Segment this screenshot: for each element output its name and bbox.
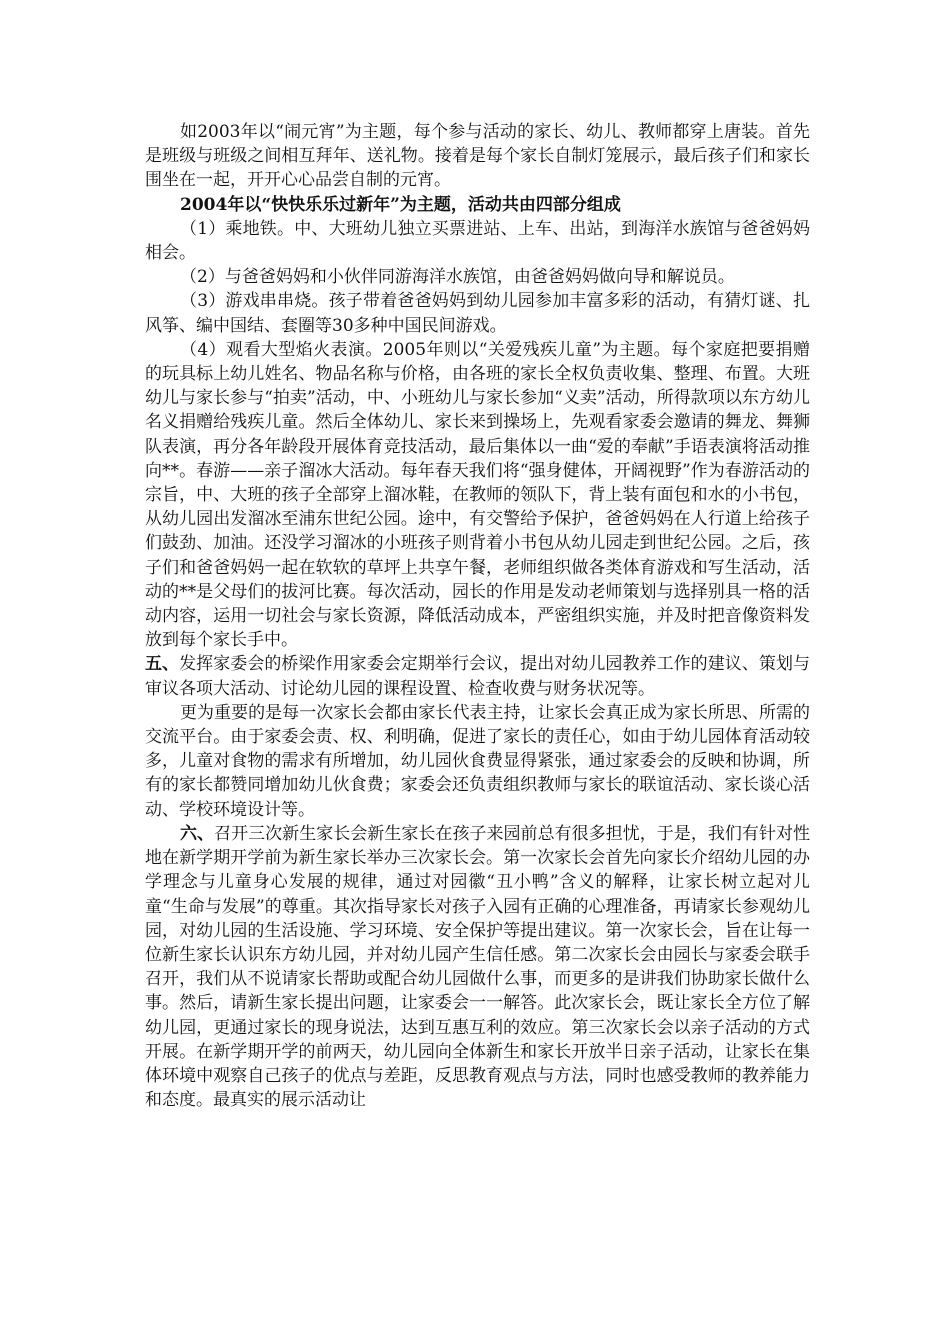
paragraph-item-4: （4）观看大型焰火表演。2005年则以“关爱残疾儿童”为主题。每个家庭把要捐赠的玩具标上幼儿姓名、物品名称与价格，由各班的家长全权负责收集、整理、布置。大班幼儿与家长参与“拍卖”活动，中、小班幼儿与家长参加“义卖”活动，所得款项以东方幼儿名义捐赠给残疾儿童。然后全体幼儿、家长来到操场上，先观看家委会邀请的舞龙、舞狮队表演，再分各年龄段开展体育竞技活动，最后集体以一曲“爱的奉献”手语表演将活动推向**。春游——亲子溜冰大活动。每年春天我们将“强身健体，开阔视野”作为春游活动的宗旨，中、大班的孩子全部穿上溜冰鞋，在教师的领队下，背上装有面包和水的小书包，从幼儿园出发溜冰至浦东世纪公园。途中，有交警给予保护，爸爸妈妈在人行道上给孩子们鼓劲、加油。还没学习溜冰的小班孩子则背着小书包从幼儿园走到世纪公园。之后，孩子们和爸爸妈妈一起在软软的草坪上共享午餐，老师组织做各类体育游戏和写生活动，活动的**是父母们的拔河比赛。每次活动，园长的作用是发动老师策划与选择别具一格的活动内容，运用一切社会与家长资源，降低活动成本，严密组织实施，并及时把音像资料发放到每个家长手中。	[145, 339, 810, 651]
paragraph-section-5	[145, 652, 810, 700]
section-6-text: 召开三次新生家长会新生家长在孩子来园前总有很多担忧，于是，我们有针对性地在新学期开学前为新生家长举办三次家长会。第一次家长会首先向家长介绍幼儿园的办学理念与儿童身心发展的规律，通过对园徽“丑小鸭”含义的解释，让家长树立起对儿童“生命与发展”的尊重。其次指导家长对孩子入园有正确的心理准备，再请家长参观幼儿园，对幼儿园的生活设施、学习环境、安全保护等提出建议。第一次家长会，旨在让每一位新生家长认识东方幼儿园，并对幼儿园产生信任感。第二次家长会由园长与家委会联手召开，我们从不说请家长帮助或配合幼儿园做什么事，而更多的是讲我们协助家长做什么事。然后，请新生家长提出问题，让家委会一一解答。此次家长会，既让家长全方位了解幼儿园，更通过家长的现身说法，达到互惠互利的效应。第三次家长会以亲子活动的方式开展。在新学期开学的前两天，幼儿园向全体新生和家长开放半日亲子活动，让家长在集体环境中观察自己孩子的优点与差距，反思教育观点与方法，同时也感受教师的教养能力和态度。最真实的展示活动让	[145, 823, 811, 1111]
paragraph-section-6	[145, 822, 810, 1112]
section-6-label: 六、	[180, 823, 215, 844]
paragraph-item-1: （1）乘地铁。中、大班幼儿独立买票进站、上车、出站，到海洋水族馆与爸爸妈妈相会。	[145, 218, 810, 264]
paragraph-yuanxiao: 如2003年以“闹元宵”为主题，每个参与活动的家长、幼儿、教师都穿上唐装。首先是班级与班级之间相互拜年、送礼物。接着是每个家长自制灯笼展示，最后孩子们和家长围坐在一起，开开心心品尝自制的元宵。	[145, 122, 810, 191]
paragraph-parent-meeting: 更为重要的是每一次家长会都由家长代表主持，让家长会真正成为家长所思、所需的交流平台。由于家委会责、权、利明确，促进了家长的责任心，如由于幼儿园体育活动较多，儿童对食物的需求有所增加，幼儿园伙食费显得紧张，通过家委会的反映和协调，所有的家长都赞同增加幼儿伙食费；家委会还负责组织教师与家长的联谊活动、家长谈心活动、学校环境设计等。	[145, 702, 810, 820]
document-body	[145, 120, 810, 1112]
paragraph-item-2: （2）与爸爸妈妈和小伙伴同游海洋水族馆，由爸爸妈妈做向导和解说员。	[180, 267, 735, 288]
paragraph-item-3: （3）游戏串串烧。孩子带着爸爸妈妈到幼儿园参加丰富多彩的活动，有猜灯谜、扎风筝、编中国结、套圈等30多种中国民间游戏。	[145, 291, 810, 336]
section-5-text: 发挥家委会的桥梁作用家委会定期举行会议，提出对幼儿园教养工作的建议、策划与审议各项大活动、讨论幼儿园的课程设置、检查收费与财务状况等。	[145, 654, 811, 699]
paragraph-heading-2004: 2004年以“快快乐乐过新年”为主题，活动共由四部分组成	[180, 194, 621, 215]
section-5-label: 五、	[145, 654, 180, 675]
